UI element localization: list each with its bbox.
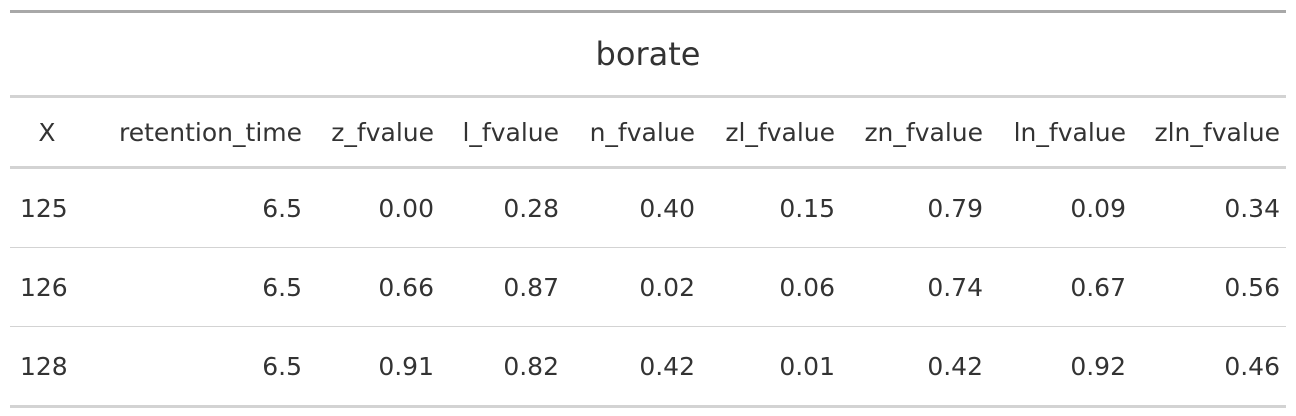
table-cell: 6.5 bbox=[80, 168, 308, 248]
table-cell: 0.00 bbox=[308, 168, 440, 248]
header-row bbox=[10, 97, 1286, 168]
table-cell: 0.28 bbox=[440, 168, 565, 248]
table-container bbox=[10, 10, 1286, 408]
column-header-l-fvalue: l_fvalue bbox=[440, 97, 565, 168]
table-cell: 0.42 bbox=[841, 327, 989, 407]
table-cell: 0.34 bbox=[1132, 168, 1286, 248]
table-cell: 0.92 bbox=[989, 327, 1132, 407]
table-cell: 0.87 bbox=[440, 248, 565, 327]
table-cell: 0.66 bbox=[308, 248, 440, 327]
table-cell: 0.40 bbox=[565, 168, 701, 248]
table-cell: 0.06 bbox=[701, 248, 841, 327]
table-cell: 0.79 bbox=[841, 168, 989, 248]
table-cell: 125 bbox=[10, 168, 80, 248]
table-cell: 0.74 bbox=[841, 248, 989, 327]
column-header-zl-fvalue: zl_fvalue bbox=[701, 97, 841, 168]
table-cell: 0.82 bbox=[440, 327, 565, 407]
table-cell: 0.15 bbox=[701, 168, 841, 248]
column-header-zln-fvalue: zln_fvalue bbox=[1132, 97, 1286, 168]
table-title: borate bbox=[10, 13, 1286, 97]
column-header-z-fvalue: z_fvalue bbox=[308, 97, 440, 168]
table-cell: 0.09 bbox=[989, 168, 1132, 248]
table-cell: 126 bbox=[10, 248, 80, 327]
table-cell: 0.01 bbox=[701, 327, 841, 407]
column-header-ln-fvalue: ln_fvalue bbox=[989, 97, 1132, 168]
column-header-retention-time: retention_time bbox=[80, 97, 308, 168]
table-cell: 0.56 bbox=[1132, 248, 1286, 327]
data-table bbox=[10, 10, 1286, 408]
title-row bbox=[10, 13, 1286, 97]
table-cell: 0.42 bbox=[565, 327, 701, 407]
table-row bbox=[10, 248, 1286, 327]
table-cell: 6.5 bbox=[80, 327, 308, 407]
table-cell: 0.02 bbox=[565, 248, 701, 327]
table-row bbox=[10, 327, 1286, 407]
table-cell: 0.46 bbox=[1132, 327, 1286, 407]
column-header-n-fvalue: n_fvalue bbox=[565, 97, 701, 168]
table-cell: 0.67 bbox=[989, 248, 1132, 327]
column-header-x: X bbox=[10, 97, 80, 168]
column-header-zn-fvalue: zn_fvalue bbox=[841, 97, 989, 168]
table-cell: 6.5 bbox=[80, 248, 308, 327]
table-row bbox=[10, 168, 1286, 248]
table-cell: 0.91 bbox=[308, 327, 440, 407]
table-cell: 128 bbox=[10, 327, 80, 407]
